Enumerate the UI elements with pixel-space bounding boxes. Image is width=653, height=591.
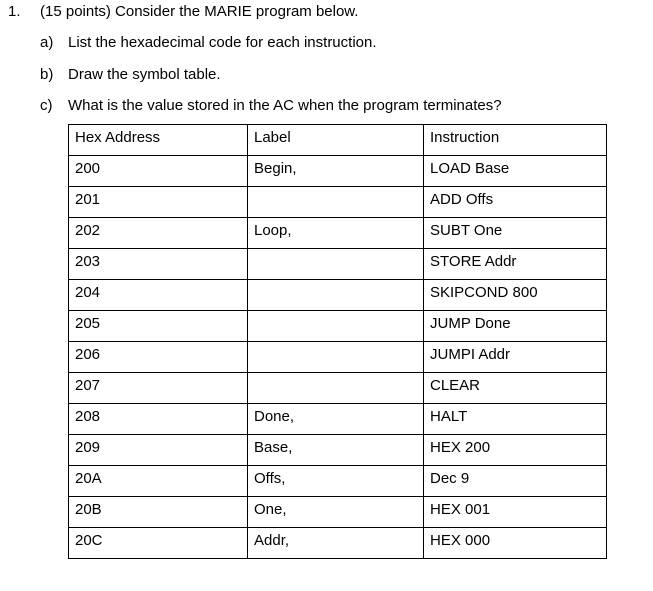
table-row: [69, 342, 607, 373]
cell-hex-address: 208: [69, 404, 248, 435]
cell-instruction: JUMP Done: [424, 311, 607, 342]
part-a-text: List the hexadecimal code for each instruction.: [68, 34, 377, 51]
cell-hex-address: 20C: [69, 528, 248, 559]
cell-instruction: SUBT One: [424, 218, 607, 249]
cell-label: [248, 249, 424, 280]
table-row: [69, 528, 607, 559]
cell-instruction: HALT: [424, 404, 607, 435]
cell-instruction: ADD Offs: [424, 187, 607, 218]
cell-instruction: LOAD Base: [424, 156, 607, 187]
cell-hex-address: 20A: [69, 466, 248, 497]
cell-hex-address: 207: [69, 373, 248, 404]
table-row: [69, 466, 607, 497]
cell-instruction: HEX 000: [424, 528, 607, 559]
cell-hex-address: 209: [69, 435, 248, 466]
cell-instruction: HEX 200: [424, 435, 607, 466]
cell-label: Loop,: [248, 218, 424, 249]
cell-hex-address: 204: [69, 280, 248, 311]
cell-label: [248, 373, 424, 404]
cell-hex-address: 203: [69, 249, 248, 280]
header-instruction: Instruction: [424, 125, 607, 156]
table-row: [69, 156, 607, 187]
cell-instruction: SKIPCOND 800: [424, 280, 607, 311]
part-a-letter: a): [40, 34, 54, 51]
cell-label: Addr,: [248, 528, 424, 559]
cell-hex-address: 202: [69, 218, 248, 249]
cell-hex-address: 200: [69, 156, 248, 187]
question-number: 1.: [8, 3, 21, 20]
table-row: [69, 218, 607, 249]
cell-instruction: STORE Addr: [424, 249, 607, 280]
table-row: [69, 435, 607, 466]
table-header-row: [69, 125, 607, 156]
part-b-text: Draw the symbol table.: [68, 66, 221, 83]
cell-hex-address: 20B: [69, 497, 248, 528]
part-c-text: What is the value stored in the AC when the program terminates?: [68, 97, 502, 114]
table-row: [69, 311, 607, 342]
part-c-letter: c): [40, 97, 53, 114]
part-b-letter: b): [40, 66, 54, 83]
cell-hex-address: 205: [69, 311, 248, 342]
cell-hex-address: 206: [69, 342, 248, 373]
table-row: [69, 404, 607, 435]
cell-hex-address: 201: [69, 187, 248, 218]
cell-label: Begin,: [248, 156, 424, 187]
cell-label: [248, 311, 424, 342]
cell-instruction: HEX 001: [424, 497, 607, 528]
table-row: [69, 497, 607, 528]
cell-label: Done,: [248, 404, 424, 435]
cell-label: Base,: [248, 435, 424, 466]
cell-label: One,: [248, 497, 424, 528]
table-row: [69, 280, 607, 311]
header-label: Label: [248, 125, 424, 156]
table-row: [69, 373, 607, 404]
header-hex-address: Hex Address: [69, 125, 248, 156]
table-row: [69, 249, 607, 280]
cell-instruction: JUMPI Addr: [424, 342, 607, 373]
cell-label: [248, 342, 424, 373]
cell-label: [248, 280, 424, 311]
cell-instruction: Dec 9: [424, 466, 607, 497]
cell-instruction: CLEAR: [424, 373, 607, 404]
marie-program-table: [68, 124, 607, 559]
table-row: [69, 187, 607, 218]
cell-label: Offs,: [248, 466, 424, 497]
cell-label: [248, 187, 424, 218]
question-text: (15 points) Consider the MARIE program below.: [40, 3, 359, 20]
